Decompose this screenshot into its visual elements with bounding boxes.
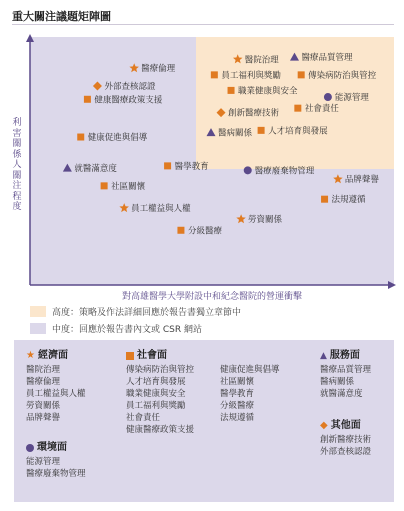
category-panel xyxy=(14,340,394,502)
list-item: 人才培育與發展 xyxy=(126,377,186,387)
data-point-circle xyxy=(324,93,332,101)
list-item: 勞資關係 xyxy=(26,401,61,411)
list-item: 醫療廢棄物管理 xyxy=(26,469,86,479)
data-label: 能源管理 xyxy=(334,93,369,104)
square-icon xyxy=(126,352,134,360)
data-point-square xyxy=(101,182,108,189)
data-point-square xyxy=(77,134,84,141)
data-label: 醫學教育 xyxy=(174,161,209,172)
list-item: 分級醫療 xyxy=(220,401,255,411)
legend-medium-label: 中度：回應於報告書內文或 CSR 網站 xyxy=(52,325,202,335)
list-item: 傳染病防治與管控 xyxy=(126,365,195,375)
list-item: 創新醫療技術 xyxy=(320,435,372,445)
data-label: 創新醫療技術 xyxy=(228,108,280,119)
data-point-circle xyxy=(244,166,252,174)
data-label: 社區關懷 xyxy=(111,181,146,192)
category-social xyxy=(126,350,194,436)
x-axis-label: 對高雄醫學大學附設中和紀念醫院的營運衝擊 xyxy=(121,292,302,302)
data-label: 職業健康與安全 xyxy=(238,86,298,97)
list-item: 醫院治理 xyxy=(26,365,61,375)
y-axis-label: 利 害 關 係 人 關 注 程 度 xyxy=(12,118,22,212)
data-label: 醫療品質管理 xyxy=(301,53,353,64)
circle-icon xyxy=(26,444,34,452)
data-point-square xyxy=(298,71,305,78)
list-item: 職業健康與安全 xyxy=(126,389,186,399)
data-label: 品牌聲譽 xyxy=(344,175,379,186)
list-item: 健康醫療政策支援 xyxy=(126,425,195,435)
star-icon: ★ xyxy=(26,350,35,361)
list-item: 社區關懷 xyxy=(220,377,255,387)
data-point-square xyxy=(84,96,91,103)
list-item: 品牌聲譽 xyxy=(26,413,61,423)
list-item: 醫療倫理 xyxy=(26,377,61,387)
triangle-icon: ▲ xyxy=(320,351,327,361)
list-item: 就醫滿意度 xyxy=(320,389,363,399)
data-label: 法規遵循 xyxy=(331,195,366,206)
category-social-col2 xyxy=(220,364,280,424)
legend-high xyxy=(30,305,241,318)
legend-high-label: 高度：策略及作法詳細回應於報告書獨立章節中 xyxy=(52,308,242,318)
list-item: 外部查核認證 xyxy=(320,447,372,457)
legend-medium-swatch xyxy=(30,323,46,334)
list-item: 健康促進與倡導 xyxy=(220,365,280,375)
data-label: 分級醫療 xyxy=(187,226,222,237)
data-label: 健康醫療政策支援 xyxy=(94,95,163,106)
list-item: 醫學教育 xyxy=(220,389,255,399)
data-point-square xyxy=(177,227,184,234)
data-point-square xyxy=(164,162,171,169)
data-label: 醫療廢棄物管理 xyxy=(254,166,315,177)
category-environment xyxy=(26,442,86,480)
list-item: 員工權益與人權 xyxy=(26,389,86,399)
list-item: 法規遵循 xyxy=(220,413,255,423)
category-other xyxy=(320,420,371,458)
category-environment-title: 環境面 xyxy=(37,442,67,453)
data-label: 就醫滿意度 xyxy=(74,164,117,175)
data-point-square xyxy=(321,196,328,203)
category-economic-title: 經濟面 xyxy=(37,350,68,361)
page-title: 重大關注議題矩陣圖 xyxy=(12,10,111,23)
data-label: 員工福利與獎勵 xyxy=(221,70,281,81)
category-other-title: 其他面 xyxy=(330,420,361,431)
category-economic xyxy=(26,350,86,424)
category-service xyxy=(320,350,371,400)
list-item: 能源管理 xyxy=(26,457,61,467)
list-item: 社會責任 xyxy=(126,413,161,423)
legend-medium xyxy=(30,322,202,335)
data-label: 員工權益與人權 xyxy=(131,204,191,215)
data-label: 醫院治理 xyxy=(244,55,279,66)
list-item: 醫療品質管理 xyxy=(320,365,372,375)
data-point-square xyxy=(258,127,265,134)
data-point-square xyxy=(228,87,235,94)
list-item: 醫病關係 xyxy=(320,377,355,387)
data-point-square xyxy=(294,105,301,112)
data-label: 外部查核認證 xyxy=(104,81,156,92)
data-label: 醫療倫理 xyxy=(141,64,176,75)
category-social-title: 社會面 xyxy=(137,350,167,361)
diamond-icon: ◆ xyxy=(320,420,328,431)
legend-high-swatch xyxy=(30,306,46,317)
data-label: 醫病關係 xyxy=(218,128,253,139)
data-label: 健康促進與倡導 xyxy=(87,133,148,144)
data-label: 傳染病防治與管控 xyxy=(308,70,377,81)
data-label: 勞資關係 xyxy=(248,215,283,226)
category-service-title: 服務面 xyxy=(329,350,360,361)
data-point-square xyxy=(211,71,218,78)
data-label: 人才培育與發展 xyxy=(268,126,328,137)
list-item: 員工福利與獎勵 xyxy=(126,401,186,411)
data-label: 社會責任 xyxy=(304,104,339,115)
